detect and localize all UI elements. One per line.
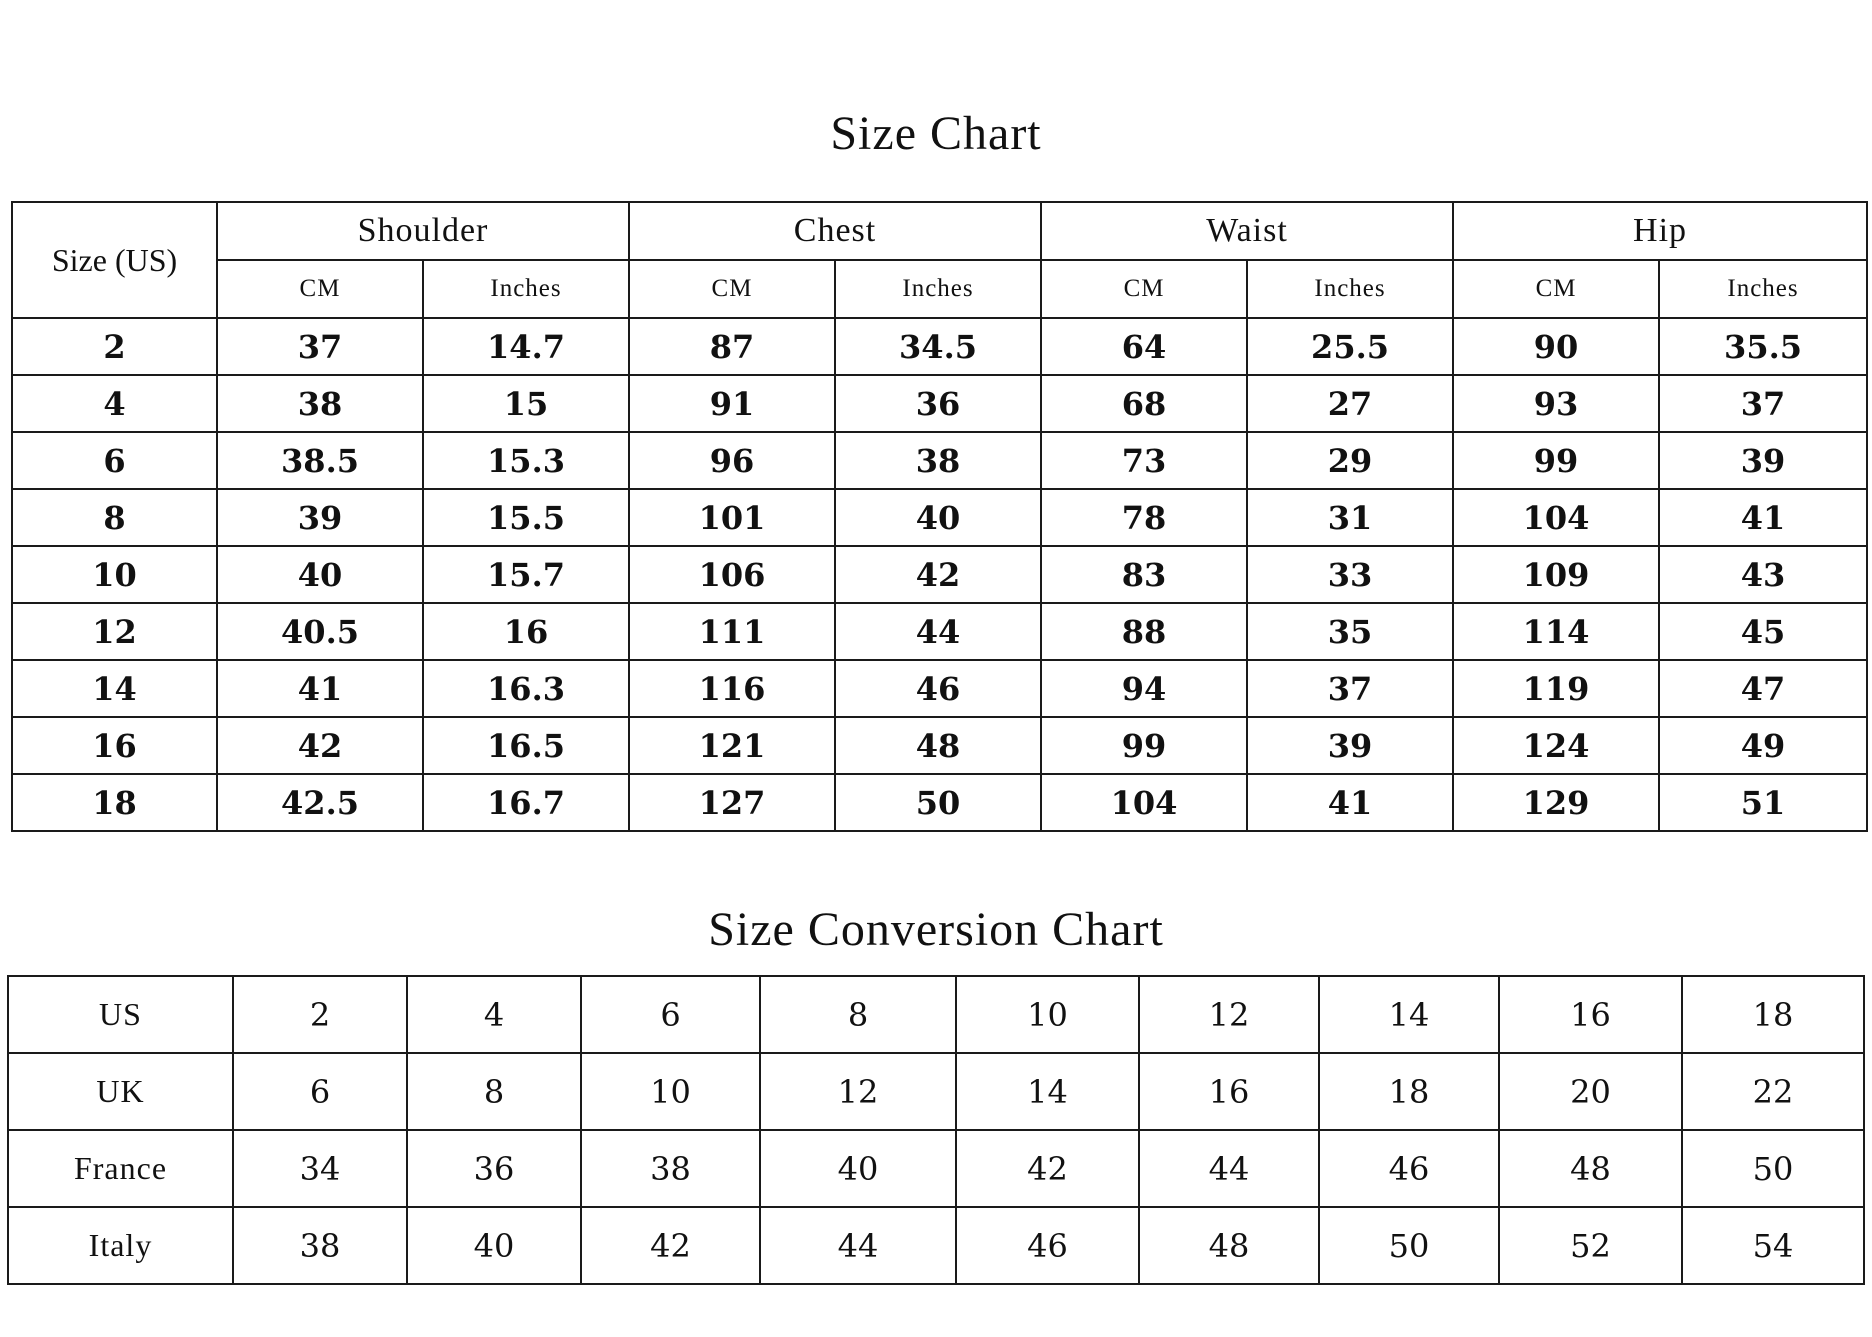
- chest-cm-cell: 127: [629, 774, 835, 831]
- waist-inches-cell: 27: [1247, 375, 1453, 432]
- size-cell: 2: [233, 976, 407, 1053]
- waist-inches-cell: 31: [1247, 489, 1453, 546]
- shoulder-inches-cell: 15.3: [423, 432, 629, 489]
- hip-inches-cell: 47: [1659, 660, 1867, 717]
- hip-cm-cell: 90: [1453, 318, 1659, 375]
- hip-cm-cell: 93: [1453, 375, 1659, 432]
- hip-cm-cell: 99: [1453, 432, 1659, 489]
- table-row: [8, 976, 1864, 1053]
- waist-cm-cell: 78: [1041, 489, 1247, 546]
- waist-inches-cell: 25.5: [1247, 318, 1453, 375]
- size-cell: 38: [581, 1130, 760, 1207]
- shoulder-inches-cell: 16: [423, 603, 629, 660]
- shoulder-cm-cell: 40.5: [217, 603, 423, 660]
- shoulder-cm-cell: 40: [217, 546, 423, 603]
- size-cell: 20: [1499, 1053, 1682, 1130]
- size-cell: 44: [760, 1207, 956, 1284]
- table-row: [12, 717, 1867, 774]
- waist-cm-cell: 83: [1041, 546, 1247, 603]
- table-row: [12, 660, 1867, 717]
- shoulder-inches-cell: 15.5: [423, 489, 629, 546]
- shoulder-cm-cell: 38: [217, 375, 423, 432]
- hip-inches-cell: 45: [1659, 603, 1867, 660]
- shoulder-header: Shoulder: [217, 202, 629, 260]
- chest-cm-cell: 106: [629, 546, 835, 603]
- chest-inches-cell: 38: [835, 432, 1041, 489]
- hip-inches-cell: 37: [1659, 375, 1867, 432]
- size-cell: 4: [407, 976, 581, 1053]
- region-label-italy: Italy: [8, 1207, 233, 1284]
- table-row: [8, 1053, 1864, 1130]
- shoulder-cm-cell: 42.5: [217, 774, 423, 831]
- size-cell: 34: [233, 1130, 407, 1207]
- hip-inches-cell: 49: [1659, 717, 1867, 774]
- size-cell: 48: [1499, 1130, 1682, 1207]
- shoulder-inches-cell: 14.7: [423, 318, 629, 375]
- waist-inches-cell: 33: [1247, 546, 1453, 603]
- size-cell: 14: [1319, 976, 1499, 1053]
- size-cell: 6: [233, 1053, 407, 1130]
- waist-cm-cell: 73: [1041, 432, 1247, 489]
- size-cell: 4: [12, 375, 217, 432]
- size-cell: 12: [1139, 976, 1319, 1053]
- hip-cm-cell: 124: [1453, 717, 1659, 774]
- hip-inches-cell: 41: [1659, 489, 1867, 546]
- chest-inches-cell: 46: [835, 660, 1041, 717]
- size-cell: 6: [12, 432, 217, 489]
- size-cell: 14: [12, 660, 217, 717]
- chest-inches-cell: 42: [835, 546, 1041, 603]
- size-cell: 8: [12, 489, 217, 546]
- size-cell: 46: [1319, 1130, 1499, 1207]
- table-row: [8, 1130, 1864, 1207]
- size-chart-body: [12, 318, 1867, 831]
- size-cell: 6: [581, 976, 760, 1053]
- chest-cm-cell: 91: [629, 375, 835, 432]
- size-cell: 10: [12, 546, 217, 603]
- hip-inches-header: Inches: [1659, 260, 1867, 318]
- hip-cm-cell: 129: [1453, 774, 1659, 831]
- size-cell: 36: [407, 1130, 581, 1207]
- waist-inches-cell: 37: [1247, 660, 1453, 717]
- chest-cm-cell: 111: [629, 603, 835, 660]
- shoulder-inches-cell: 16.5: [423, 717, 629, 774]
- region-label-france: France: [8, 1130, 233, 1207]
- size-cell: 42: [581, 1207, 760, 1284]
- conversion-chart-table: [7, 975, 1865, 1285]
- size-cell: 40: [760, 1130, 956, 1207]
- waist-cm-cell: 64: [1041, 318, 1247, 375]
- size-cell: 42: [956, 1130, 1139, 1207]
- waist-header: Waist: [1041, 202, 1453, 260]
- waist-inches-cell: 39: [1247, 717, 1453, 774]
- hip-cm-header: CM: [1453, 260, 1659, 318]
- shoulder-cm-cell: 39: [217, 489, 423, 546]
- waist-cm-cell: 68: [1041, 375, 1247, 432]
- table-row: [12, 489, 1867, 546]
- size-cell: 18: [12, 774, 217, 831]
- size-chart-group-header-row: [12, 202, 1867, 260]
- size-cell: 8: [407, 1053, 581, 1130]
- shoulder-cm-cell: 42: [217, 717, 423, 774]
- shoulder-cm-header: CM: [217, 260, 423, 318]
- chest-inches-cell: 40: [835, 489, 1041, 546]
- size-chart-table: [11, 201, 1868, 832]
- size-cell: 50: [1682, 1130, 1864, 1207]
- shoulder-inches-cell: 15.7: [423, 546, 629, 603]
- chest-cm-cell: 101: [629, 489, 835, 546]
- size-cell: 54: [1682, 1207, 1864, 1284]
- chest-inches-cell: 34.5: [835, 318, 1041, 375]
- table-row: [12, 375, 1867, 432]
- table-row: [12, 432, 1867, 489]
- hip-inches-cell: 39: [1659, 432, 1867, 489]
- size-cell: 46: [956, 1207, 1139, 1284]
- waist-cm-cell: 104: [1041, 774, 1247, 831]
- size-cell: 48: [1139, 1207, 1319, 1284]
- conversion-chart-title: Size Conversion Chart: [708, 903, 1164, 956]
- chest-header: Chest: [629, 202, 1041, 260]
- size-chart-title: Size Chart: [830, 107, 1042, 160]
- shoulder-inches-cell: 15: [423, 375, 629, 432]
- size-cell: 52: [1499, 1207, 1682, 1284]
- shoulder-inches-cell: 16.3: [423, 660, 629, 717]
- hip-cm-cell: 109: [1453, 546, 1659, 603]
- size-cell: 14: [956, 1053, 1139, 1130]
- waist-cm-header: CM: [1041, 260, 1247, 318]
- shoulder-cm-cell: 38.5: [217, 432, 423, 489]
- size-cell: 18: [1319, 1053, 1499, 1130]
- size-cell: 44: [1139, 1130, 1319, 1207]
- size-chart-unit-header-row: [12, 260, 1867, 318]
- shoulder-cm-cell: 37: [217, 318, 423, 375]
- waist-inches-header: Inches: [1247, 260, 1453, 318]
- waist-inches-cell: 35: [1247, 603, 1453, 660]
- shoulder-cm-cell: 41: [217, 660, 423, 717]
- chest-cm-cell: 87: [629, 318, 835, 375]
- chest-inches-cell: 36: [835, 375, 1041, 432]
- shoulder-inches-header: Inches: [423, 260, 629, 318]
- hip-inches-cell: 43: [1659, 546, 1867, 603]
- hip-inches-cell: 35.5: [1659, 318, 1867, 375]
- chest-inches-cell: 48: [835, 717, 1041, 774]
- table-row: [12, 546, 1867, 603]
- chest-cm-header: CM: [629, 260, 835, 318]
- size-cell: 12: [12, 603, 217, 660]
- waist-inches-cell: 41: [1247, 774, 1453, 831]
- shoulder-inches-cell: 16.7: [423, 774, 629, 831]
- hip-header: Hip: [1453, 202, 1867, 260]
- chest-inches-cell: 44: [835, 603, 1041, 660]
- hip-inches-cell: 51: [1659, 774, 1867, 831]
- table-row: [12, 603, 1867, 660]
- chest-inches-cell: 50: [835, 774, 1041, 831]
- hip-cm-cell: 119: [1453, 660, 1659, 717]
- size-cell: 12: [760, 1053, 956, 1130]
- region-label-uk: UK: [8, 1053, 233, 1130]
- size-cell: 8: [760, 976, 956, 1053]
- size-cell: 16: [1139, 1053, 1319, 1130]
- size-cell: 38: [233, 1207, 407, 1284]
- chest-cm-cell: 116: [629, 660, 835, 717]
- waist-cm-cell: 88: [1041, 603, 1247, 660]
- chest-cm-cell: 96: [629, 432, 835, 489]
- size-cell: 16: [1499, 976, 1682, 1053]
- table-row: [12, 774, 1867, 831]
- size-cell: 10: [956, 976, 1139, 1053]
- size-us-header: Size (US): [12, 202, 217, 318]
- table-row: [8, 1207, 1864, 1284]
- size-cell: 50: [1319, 1207, 1499, 1284]
- size-cell: 40: [407, 1207, 581, 1284]
- hip-cm-cell: 104: [1453, 489, 1659, 546]
- hip-cm-cell: 114: [1453, 603, 1659, 660]
- table-row: [12, 318, 1867, 375]
- size-cell: 16: [12, 717, 217, 774]
- chest-cm-cell: 121: [629, 717, 835, 774]
- waist-cm-cell: 94: [1041, 660, 1247, 717]
- region-label-us: US: [8, 976, 233, 1053]
- size-cell: 10: [581, 1053, 760, 1130]
- size-cell: 22: [1682, 1053, 1864, 1130]
- waist-inches-cell: 29: [1247, 432, 1453, 489]
- chest-inches-header: Inches: [835, 260, 1041, 318]
- size-cell: 18: [1682, 976, 1864, 1053]
- size-cell: 2: [12, 318, 217, 375]
- waist-cm-cell: 99: [1041, 717, 1247, 774]
